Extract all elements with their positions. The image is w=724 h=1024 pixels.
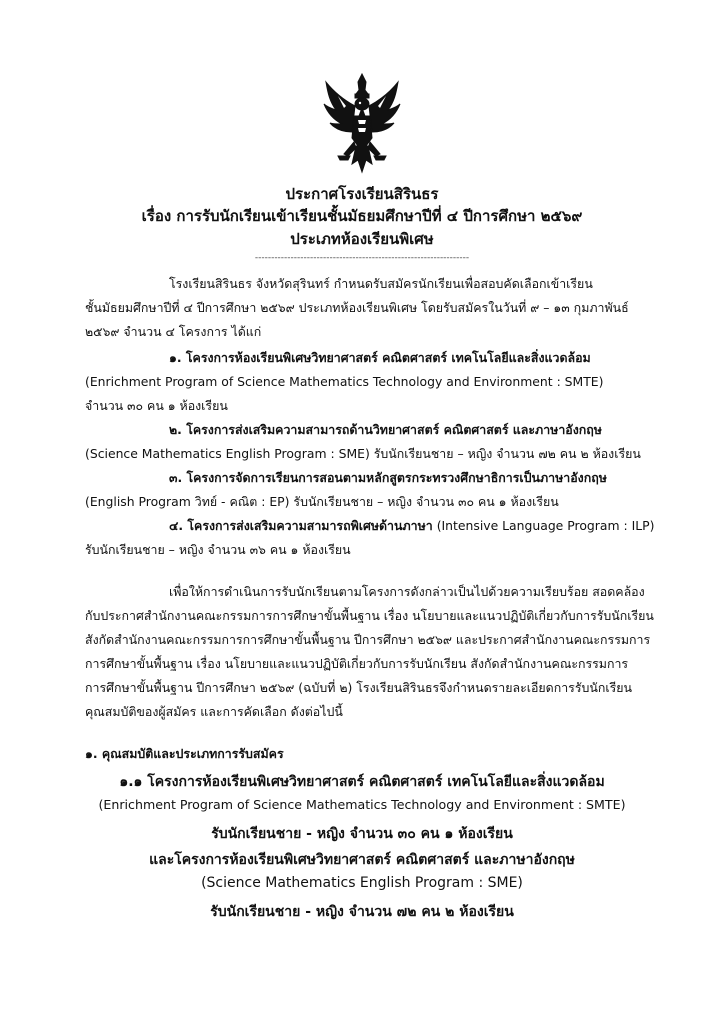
announcement-subject: เรื่อง การรับนักเรียนเข้าเรียนชั้นมัธยมศึกษาปีที่ ๔ ปีการศึกษา ๒๕๖๙ — [141, 207, 583, 225]
intro-line-3: ๒๕๖๙ จำนวน ๔ โครงการ ได้แก่ — [85, 324, 262, 339]
program-2-title: ๒. โครงการส่งเสริมความสามารถด้านวิทยาศาสตร์ คณิตศาสตร์ และภาษาอังกฤษ — [169, 422, 602, 437]
garuda-emblem-icon — [322, 72, 402, 174]
announcement-type: ประเภทห้องเรียนพิเศษ — [290, 230, 434, 248]
section-1-1-title: ๑.๑ โครงการห้องเรียนพิเศษวิทยาศาสตร์ คณิตศาสตร์ เทคโนโลยีและสิ่งแวดล้อม — [119, 774, 605, 790]
body-line-6: คุณสมบัติของผู้สมัคร และการคัดเลือก ดังต่อไปนี้ — [85, 704, 343, 719]
program-1-english: (Enrichment Program of Science Mathematics Technology and Environment : SMTE) — [85, 374, 604, 389]
program-4-english: (Intensive Language Program : ILP) — [436, 518, 655, 533]
body-line-1: เพื่อให้การดำเนินการรับนักเรียนตามโครงการดังกล่าวเป็นไปด้วยความเรียบร้อย สอดคล้อง — [169, 584, 645, 599]
section-1-1-seats: รับนักเรียนชาย - หญิง จำนวน ๓๐ คน ๑ ห้องเรียน — [211, 826, 513, 842]
section-1-1-english: (Enrichment Program of Science Mathematics Technology and Environment : SMTE) — [98, 797, 626, 812]
program-3-title: ๓. โครงการจัดการเรียนการสอนตามหลักสูตรกระทรวงศึกษาธิการเป็นภาษาอังกฤษ — [169, 470, 607, 485]
body-line-4: การศึกษาขั้นพื้นฐาน เรื่อง นโยบายและแนวปฏิบัติเกี่ยวกับการรับนักเรียน สังกัดสำนักงานคณะกรรมการ — [85, 656, 629, 671]
section-1-1-sme-seats: รับนักเรียนชาย - หญิง จำนวน ๗๒ คน ๒ ห้องเรียน — [210, 904, 514, 920]
program-1-seats: จำนวน ๓๐ คน ๑ ห้องเรียน — [85, 398, 228, 413]
announcement-title: ประกาศโรงเรียนสิรินธร — [285, 185, 439, 203]
program-2-line: (Science Mathematics English Program : SME) รับนักเรียนชาย – หญิง จำนวน ๗๒ คน ๒ ห้องเรียน — [85, 446, 641, 461]
body-line-3: สังกัดสำนักงานคณะกรรมการการศึกษาขั้นพื้นฐาน ปีการศึกษา ๒๕๖๙ และประกาศสำนักงานคณะกรรมการ — [85, 632, 651, 647]
intro-line-2: ชั้นมัธยมศึกษาปีที่ ๔ ปีการศึกษา ๒๕๖๙ ประเภทห้องเรียนพิเศษ โดยรับสมัครในวันที่ ๙ – ๑๓ กุมภาพันธ์ — [85, 300, 629, 315]
section-1-1-sme-english: (Science Mathematics English Program : SME) — [201, 875, 523, 891]
body-line-2: กับประกาศสำนักงานคณะกรรมการการศึกษาขั้นพื้นฐาน เรื่อง นโยบายและแนวปฏิบัติเกี่ยวกับการรับนักเรียน — [85, 608, 654, 623]
body-line-5: การศึกษาขั้นพื้นฐาน ปีการศึกษา ๒๕๖๙ (ฉบับที่ ๒) โรงเรียนสิรินธรจึงกำหนดรายละเอียดการรับนักเรียน — [85, 680, 632, 695]
program-1-title: ๑. โครงการห้องเรียนพิเศษวิทยาศาสตร์ คณิตศาสตร์ เทคโนโลยีและสิ่งแวดล้อม — [169, 350, 591, 365]
section-1-1-and-sme: และโครงการห้องเรียนพิเศษวิทยาศาสตร์ คณิตศาสตร์ และภาษาอังกฤษ — [149, 852, 575, 868]
intro-line-1: โรงเรียนสิรินธร จังหวัดสุรินทร์ กำหนดรับสมัครนักเรียนเพื่อสอบคัดเลือกเข้าเรียน — [169, 276, 593, 291]
section-1-heading: ๑. คุณสมบัติและประเภทการรับสมัคร — [85, 746, 284, 761]
program-4-line: รับนักเรียนชาย – หญิง จำนวน ๓๖ คน ๑ ห้องเรียน — [85, 542, 351, 557]
program-4-title: ๔. โครงการส่งเสริมความสามารถพิเศษด้านภาษา — [169, 518, 433, 533]
header-divider: ------------------------------------------------------------------ — [254, 253, 470, 263]
program-3-line: (English Program วิทย์ - คณิต : EP) รับนักเรียนชาย – หญิง จำนวน ๓๐ คน ๑ ห้องเรียน — [85, 494, 559, 509]
program-4-row — [169, 517, 654, 534]
